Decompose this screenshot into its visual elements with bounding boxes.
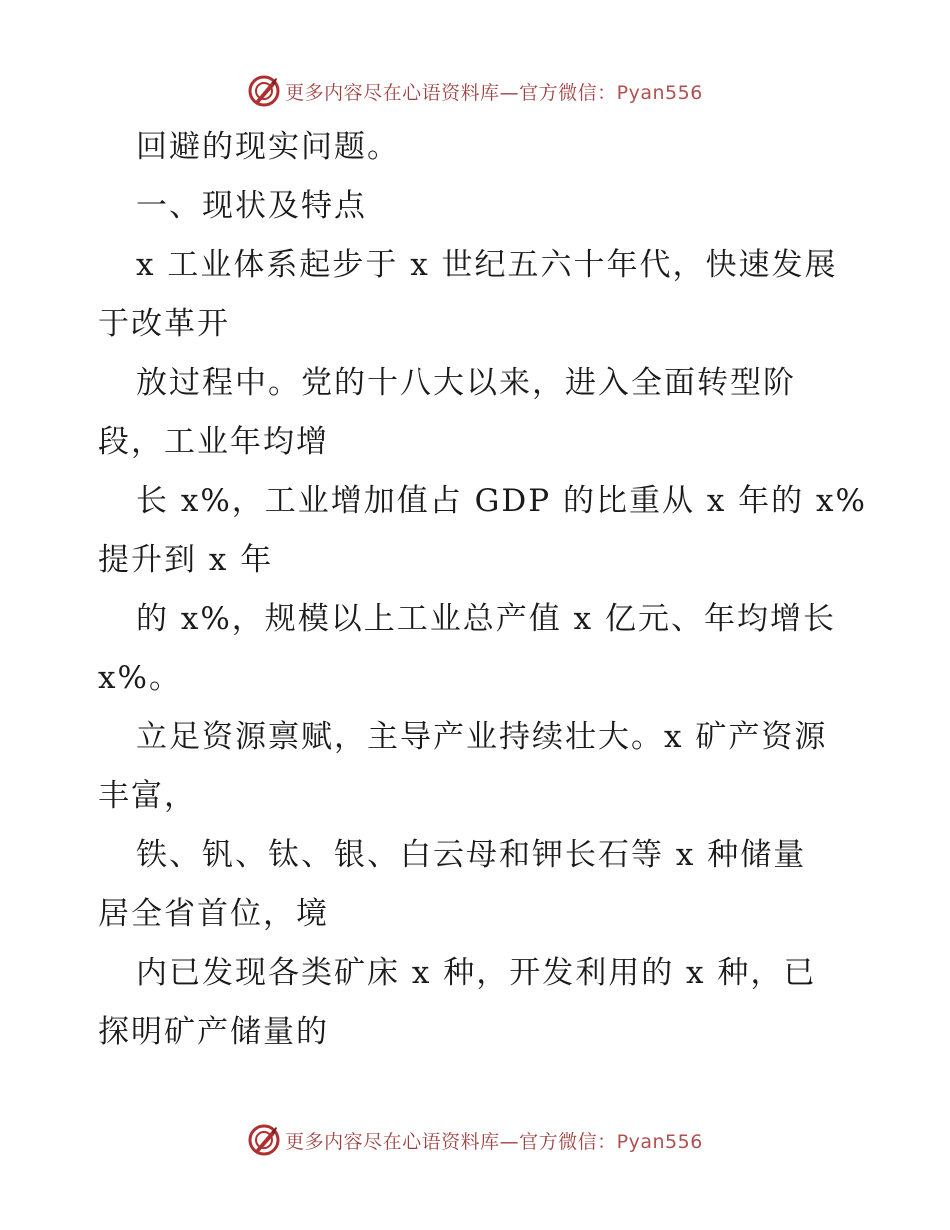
text-line: 回避的现实问题。 xyxy=(136,129,400,165)
banner-text xyxy=(285,1127,703,1154)
banner-slogan: 更多内容尽在心语资料库—官方微信： xyxy=(285,81,617,104)
text-line: 提升到 x 年 xyxy=(98,542,274,578)
banner-text xyxy=(285,78,703,105)
text-line: 铁、钒、钛、银、白云母和钾长石等 x 种储量 xyxy=(136,837,807,873)
quill-logo-icon xyxy=(247,1123,281,1157)
text-line: x 工业体系起步于 x 世纪五六十年代，快速发展 xyxy=(136,247,838,283)
text-line: 内已发现各类矿床 x 种，开发利用的 x 种，已 xyxy=(136,955,817,991)
header-banner-inner xyxy=(247,74,703,108)
text-line: 长 x%，工业增加值占 GDP 的比重从 x 年的 x% xyxy=(136,483,867,519)
footer-banner xyxy=(0,1120,950,1160)
document-body xyxy=(98,118,867,1062)
text-line: 一、现状及特点 xyxy=(136,188,367,224)
banner-wechat-id: Pyan556 xyxy=(616,1130,703,1153)
text-line: 立足资源禀赋，主导产业持续壮大。x 矿产资源 xyxy=(136,719,828,755)
text-line: 段，工业年均增 xyxy=(98,424,329,460)
text-line: 探明矿产储量的 xyxy=(98,1014,329,1050)
banner-slogan: 更多内容尽在心语资料库—官方微信： xyxy=(285,1130,617,1153)
text-line: 于改革开 xyxy=(98,306,230,342)
text-line: 居全省首位，境 xyxy=(98,896,329,932)
banner-wechat-id: Pyan556 xyxy=(616,81,703,104)
text-line: 放过程中。党的十八大以来，进入全面转型阶 xyxy=(136,365,796,401)
text-line: x%。 xyxy=(98,660,182,696)
header-banner xyxy=(0,71,950,111)
quill-logo-icon xyxy=(247,74,281,108)
footer-banner-inner xyxy=(247,1123,703,1157)
text-line: 的 x%，规模以上工业总产值 x 亿元、年均增长 xyxy=(136,601,836,637)
text-line: 丰富， xyxy=(98,778,197,814)
